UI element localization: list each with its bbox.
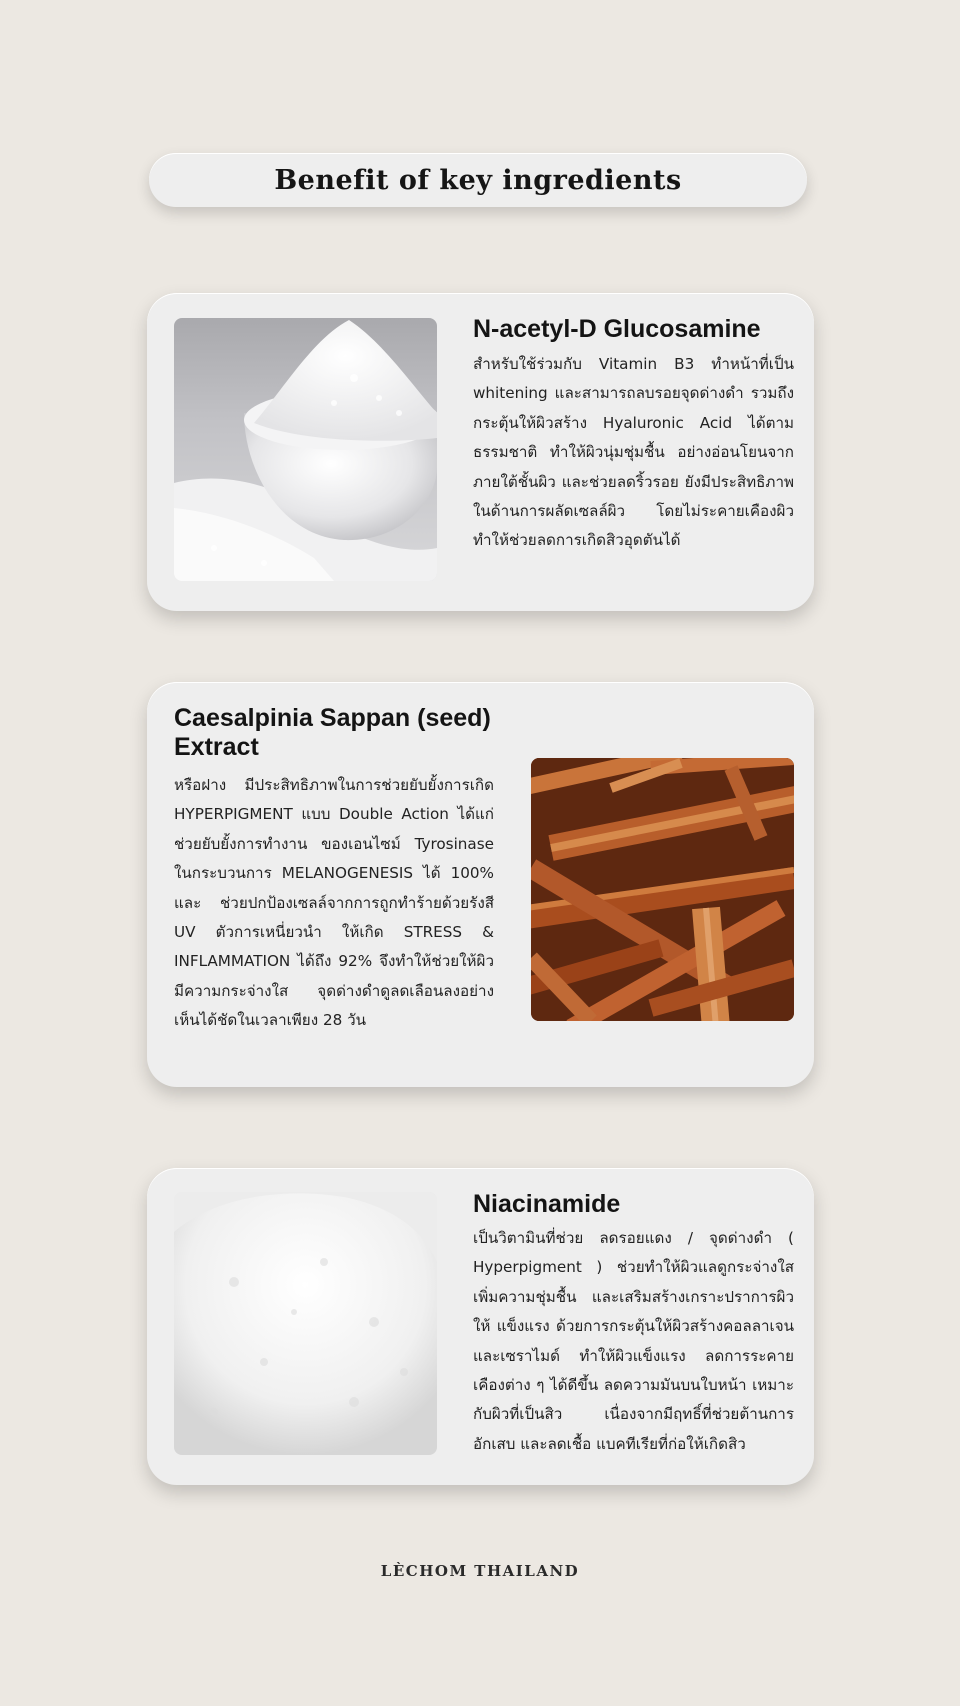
ingredient-name: Niacinamide — [473, 1190, 621, 1218]
ingredient-card-sappan — [147, 682, 814, 1087]
header-title-pill — [149, 153, 807, 207]
ingredient-name: Caesalpinia Sappan (seed) Extract — [174, 704, 491, 761]
powder-pile-illustration — [174, 1192, 437, 1455]
ingredient-description: หรือฝาง มีประสิทธิภาพในการช่วยยับยั้งการเกิด HYPERPIGMENT แบบ Double Action ได้แก่ ช่วยยับยั้งการทำงาน ของเอนไซม์ Tyrosinase ในกระบวนการ MELANOGENESIS ได้ 100% และ ช่วยปกป้องเซลล์จากการถูกทำร้ายด้วยรังสี UV ตัวการเหนี่ยวนำ ให้เกิด STRESS & INFLAMMATION ได้ถึง 92% จึงทำให้ช่วยให้ผิวมีความกระจ่างใส จุดด่างดำดูลดเลือนลงอย่างเห็นได้ชัดในเวลาเพียง 28 วัน — [174, 776, 494, 1030]
ingredient-card-glucosamine — [147, 293, 814, 611]
ingredient-name: N-acetyl-D Glucosamine — [473, 315, 761, 343]
sappan-wood-image — [531, 758, 794, 1021]
page-title: Benefit of key ingredients — [274, 164, 682, 196]
ingredient-card-niacinamide — [147, 1168, 814, 1485]
white-powder-bowl-image — [174, 318, 437, 581]
white-powder-pile-image — [174, 1192, 437, 1455]
powder-bowl-illustration — [174, 318, 437, 581]
wood-sticks-illustration — [531, 758, 794, 1021]
brand-logo-text: LÈCHOM THAILAND — [380, 1562, 580, 1580]
ingredient-description: สำหรับใช้ร่วมกับ Vitamin B3 ทำหน้าที่เป็น whitening และสามารถลบรอยจุดด่างดำ รวมถึงกระตุ้นให้ผิวสร้าง Hyaluronic Acid ได้ตามธรรมชาติ ทำให้ผิวนุ่มชุ่มชื้น อย่างอ่อนโยนจากภายใต้ชั้นผิว และช่วยลดริ้วรอย ยังมีประสิทธิภาพ ในด้านการผลัดเซลล์ผิว โดยไม่ระคายเคืองผิว ทำให้ช่วยลดการเกิดสิวอุดตันได้ — [473, 355, 794, 550]
ingredient-description: เป็นวิตามินที่ช่วย ลดรอยแดง / จุดด่างดำ ( Hyperpigment ) ช่วยทำให้ผิวแลดูกระจ่างใส เพิ่มความชุ่มชื้น และเสริมสร้างเกราะปราการผิวให้ แข็งแรง ด้วยการกระตุ้นให้ผิวสร้างคอลลาเจน และเซราไมด์ ทำให้ผิวแข็งแรง ลดการระคายเคืองต่าง ๆ ได้ดีขึ้น ลดความมันบนใบหน้า เหมาะกับผิวที่เป็นสิว เนื่องจากมีฤทธิ์ที่ช่วยต้านการอักเสบ และลดเชื้อ แบคทีเรียที่ก่อให้เกิดสิว — [473, 1229, 794, 1453]
